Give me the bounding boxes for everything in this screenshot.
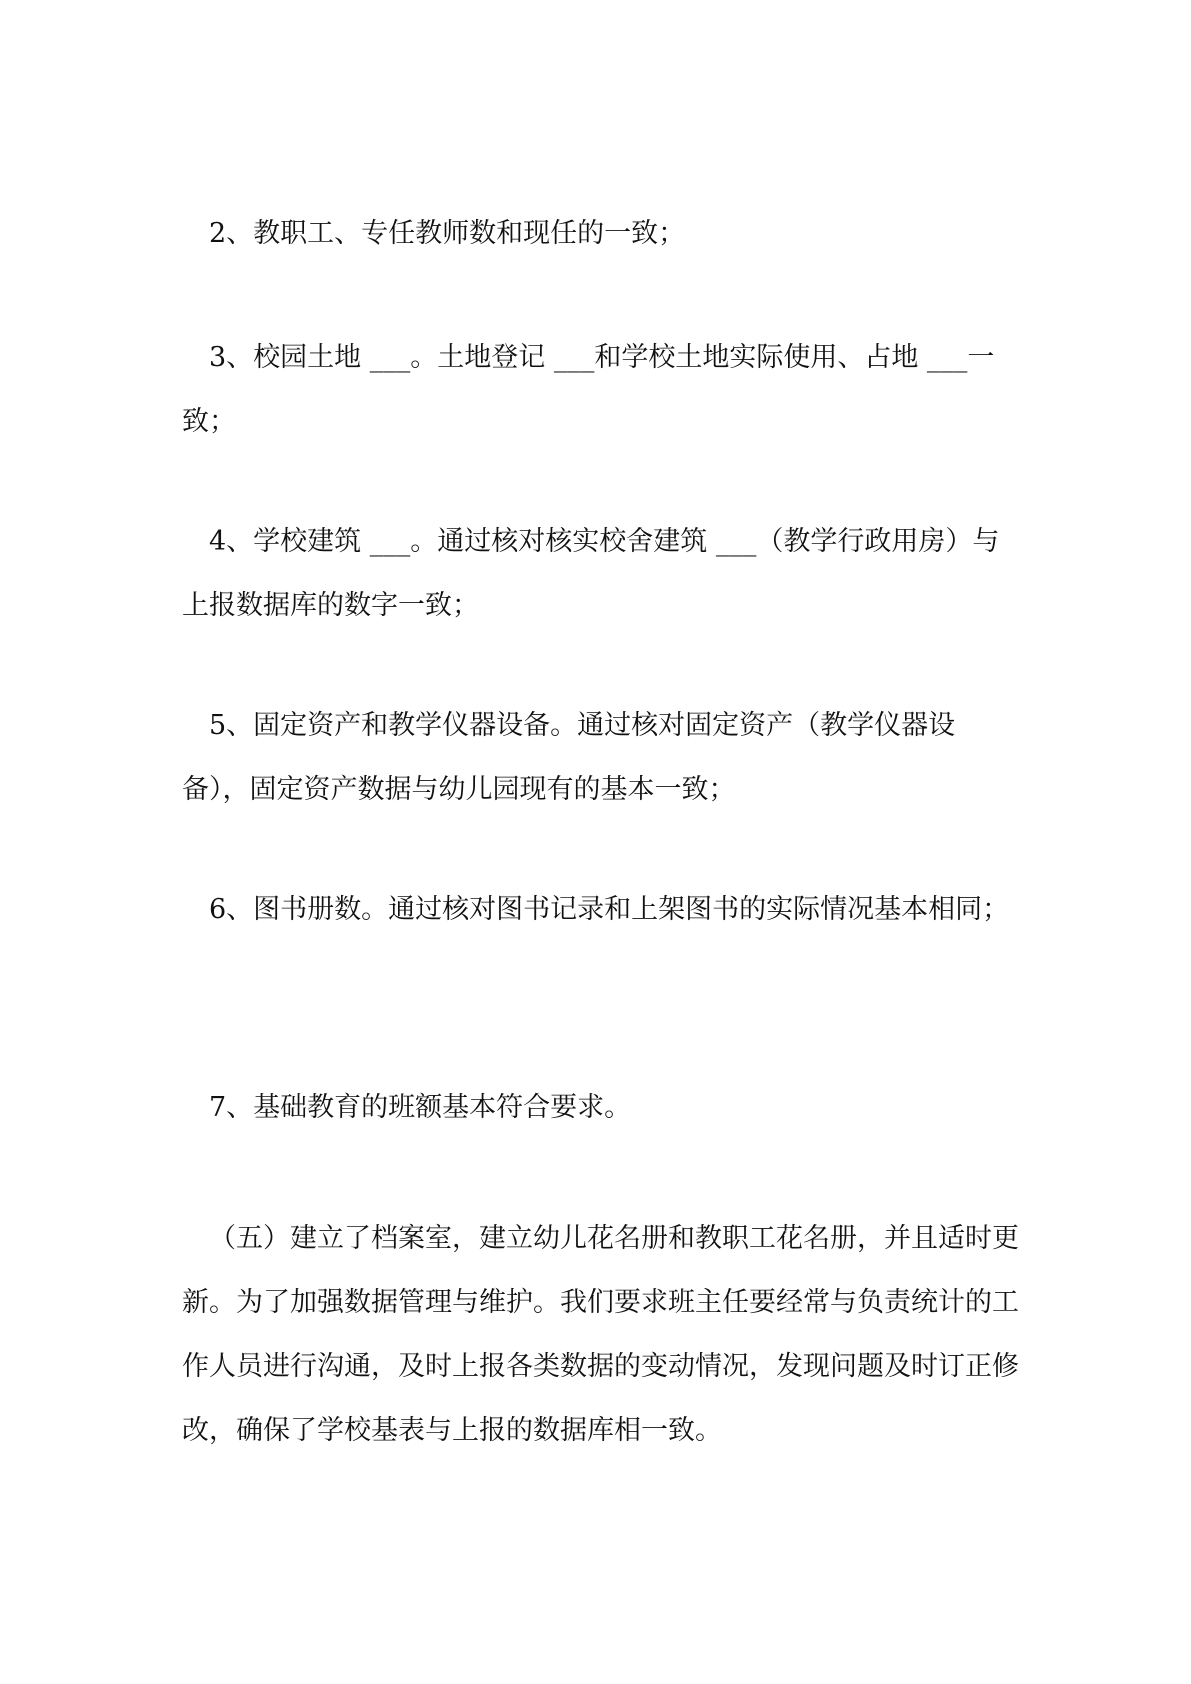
- paragraph-item-2: 2、教职工、专任教师数和现任的一致；: [209, 218, 686, 249]
- paragraph-item-5: 5、固定资产和教学仪器设备。通过核对固定资产（教学仪器设备），固定资产数据与幼儿园现有的基本一致；: [182, 710, 956, 805]
- paragraph-section-5: （五）建立了档案室，建立幼儿花名册和教职工花名册，并且适时更新。为了加强数据管理与维护。我们要求班主任要经常与负责统计的工作人员进行沟通，及时上报各类数据的变动情况，发现问题及时订正修改，确保了学校基表与上报的数据库相一致。: [182, 1223, 1019, 1446]
- paragraph-item-3: 3、校园土地 ___。土地登记 ___和学校土地实际使用、占地 ___一致；: [182, 342, 995, 437]
- paragraph-item-6: 6、图书册数。通过核对图书记录和上架图书的实际情况基本相同；: [209, 894, 1010, 925]
- paragraph-item-4: 4、学校建筑 ___。通过核对核实校舍建筑 ___（教学行政用房）与上报数据库的数字一致；: [182, 526, 1000, 621]
- paragraph-item-7: 7、基础教育的班额基本符合要求。: [209, 1092, 632, 1123]
